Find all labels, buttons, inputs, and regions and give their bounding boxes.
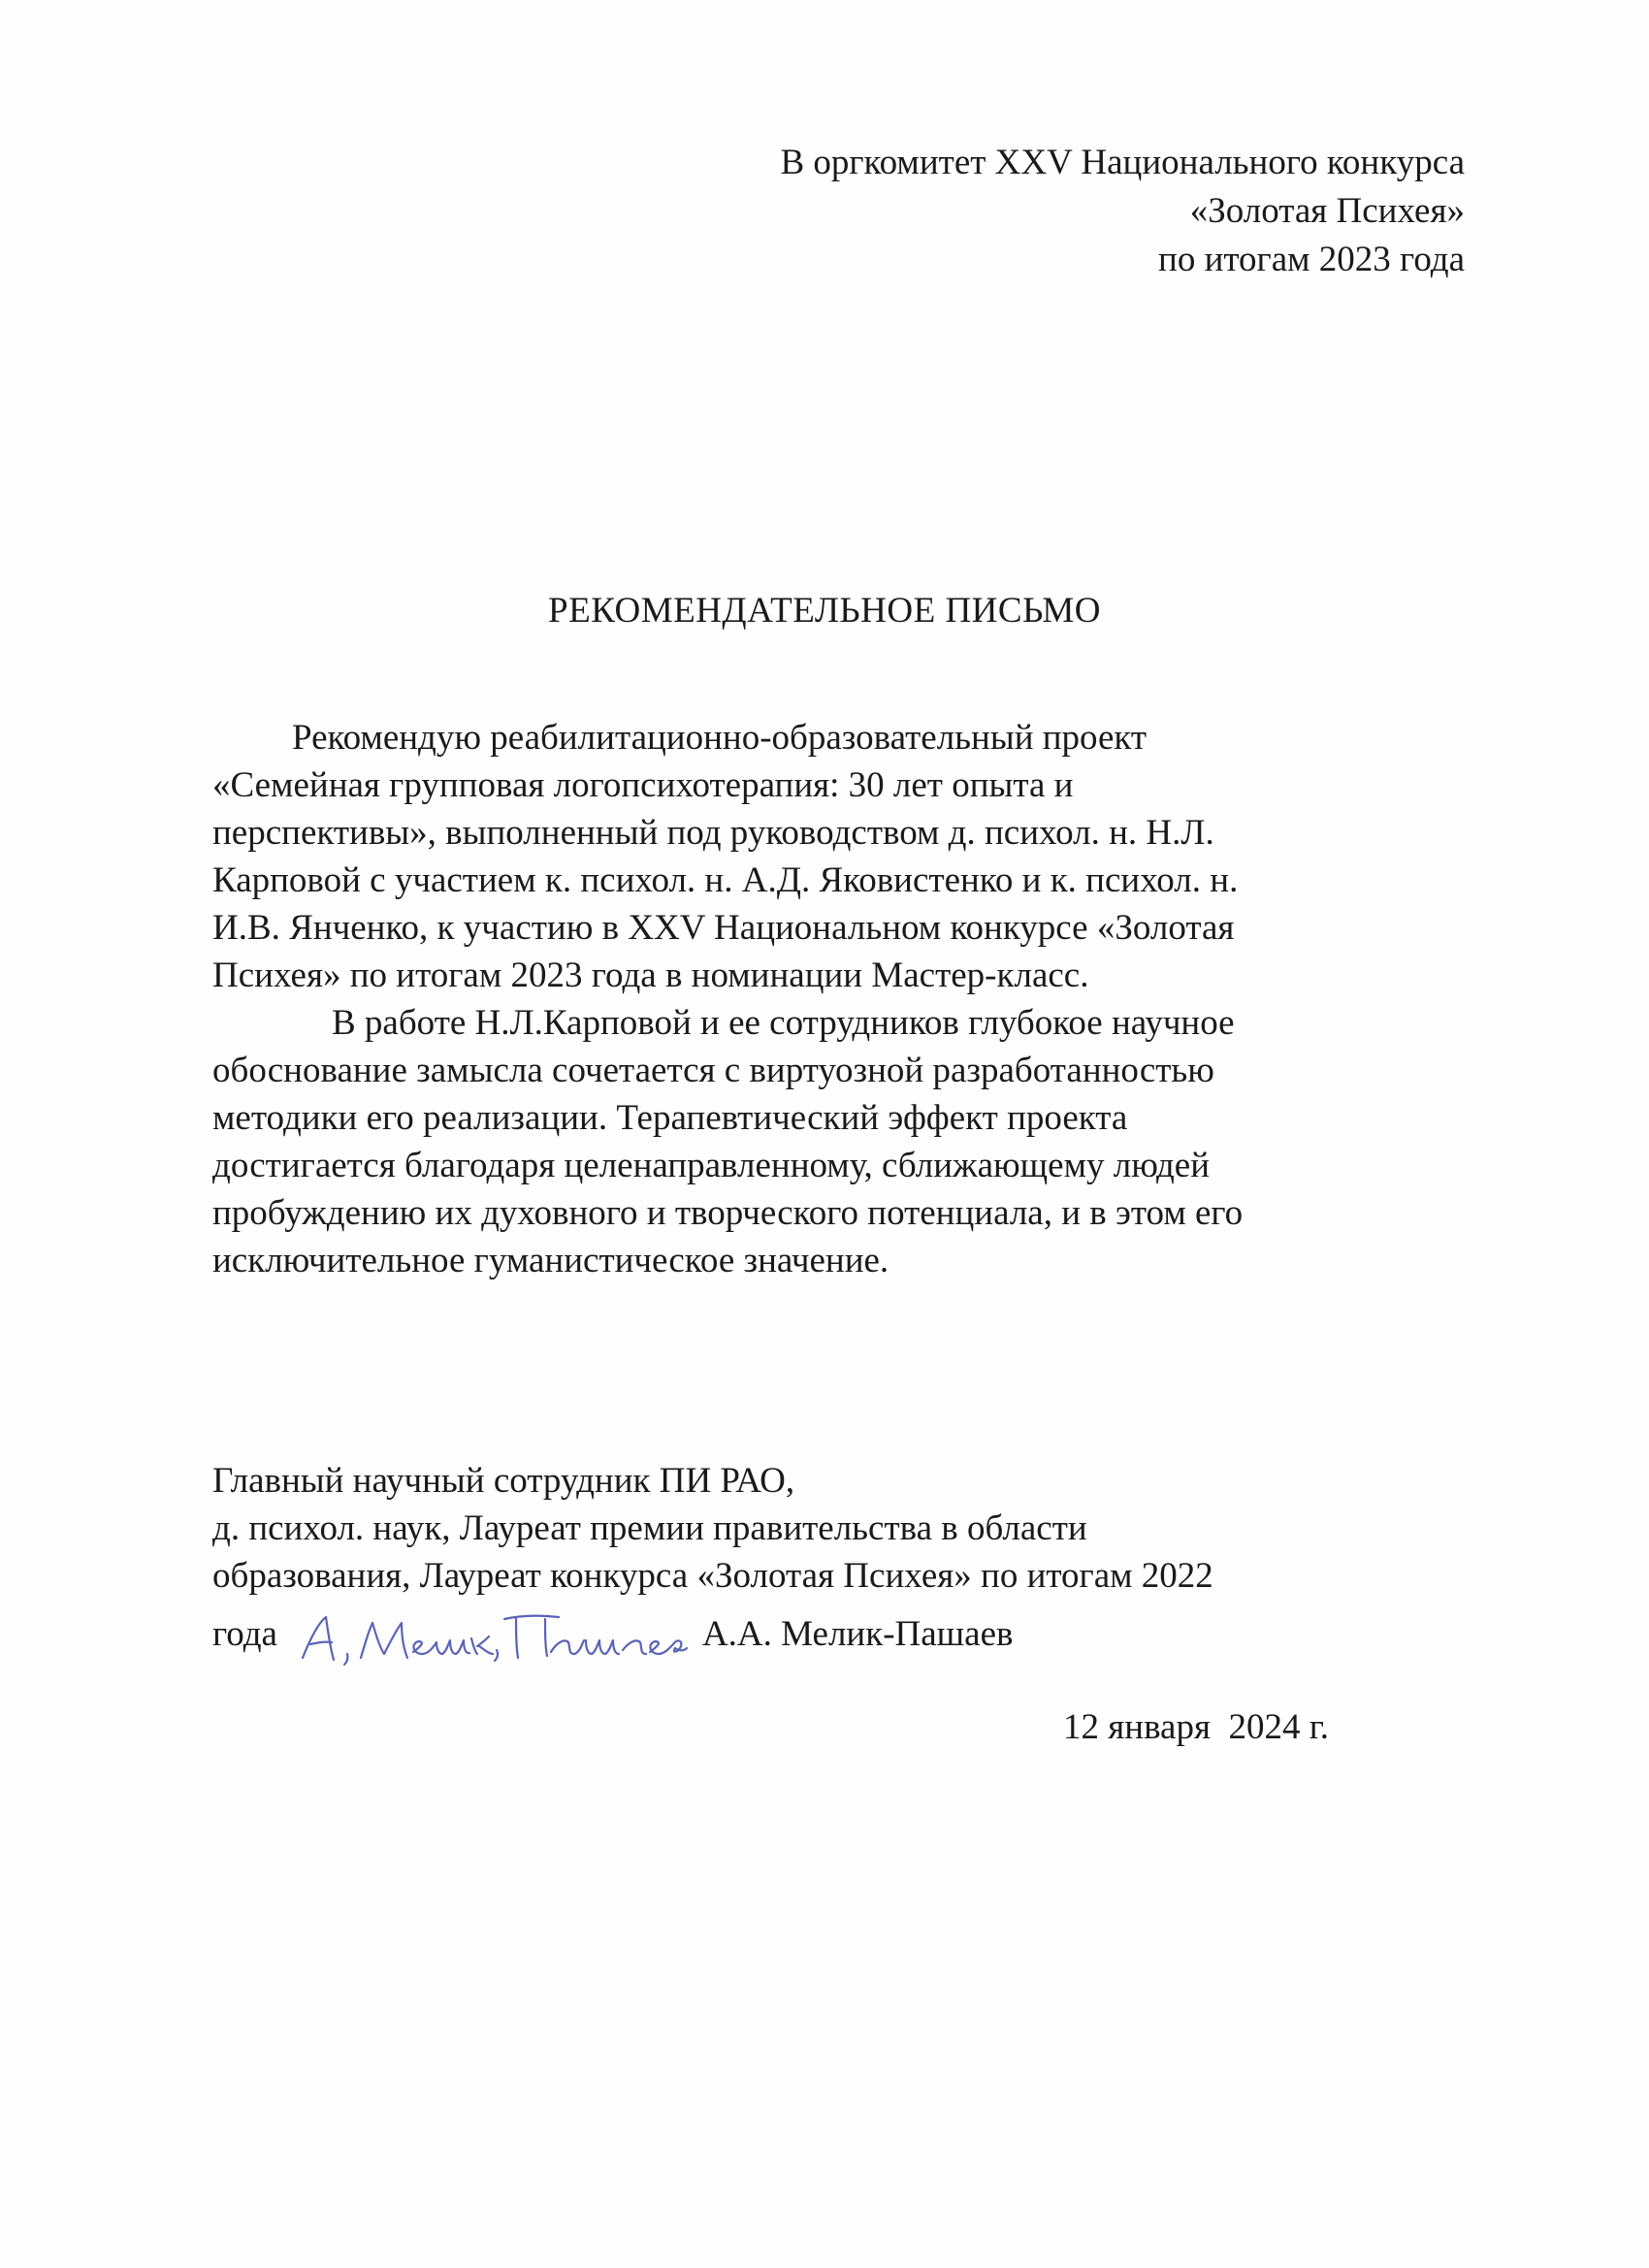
- addressee-line-3: по итогам 2023 года: [1158, 240, 1465, 279]
- signatory-awards: образования, Лауреат конкурса «Золотая Психея» по итогам 2022: [212, 1556, 1213, 1596]
- letter-date: 12 января 2024 г.: [1063, 1707, 1329, 1747]
- body-line: И.В. Янченко, к участию в XXV Национальном конкурсе «Золотая: [212, 908, 1235, 948]
- signature-block: [212, 1457, 1213, 1658]
- signatory-position: Главный научный сотрудник ПИ РАО,: [212, 1461, 795, 1501]
- body-line: достигается благодаря целенаправленному, сближающему людей: [212, 1146, 1211, 1185]
- body-line: «Семейная групповая логопсихотерапия: 30 лет опыта и: [212, 765, 1074, 805]
- body-line: обоснование замысла сочетается с виртуозной разработанностью: [212, 1051, 1214, 1090]
- signatory-name: А.А. Мелик-Пашаев: [701, 1614, 1014, 1654]
- body-line: пробуждению их духовного и творческого потенциала, и в этом его: [212, 1193, 1244, 1233]
- letter-title: РЕКОМЕНДАТЕЛЬНОЕ ПИСЬМО: [548, 591, 1101, 631]
- body-line: Карповой с участием к. психол. н. А.Д. Яковистенко и к. психол. н.: [212, 860, 1239, 900]
- signature-row: [212, 1600, 1213, 1658]
- handwritten-signature: [297, 1609, 691, 1668]
- body-line: Рекомендую реабилитационно-образовательный проект: [292, 718, 1148, 758]
- addressee-line-1: В оргкомитет XXV Национального конкурса: [780, 143, 1465, 182]
- addressee-block: [780, 139, 1465, 284]
- signatory-degree: д. психол. наук, Лауреат премии правительства в области: [212, 1508, 1087, 1548]
- body-line: Психея» по итогам 2023 года в номинации Мастер-класс.: [212, 956, 1089, 995]
- body-line: методики его реализации. Терапевтический эффект проекта: [212, 1098, 1128, 1138]
- body-line: перспективы», выполненный под руководством д. психол. н. Н.Л.: [212, 813, 1214, 853]
- signature-prefix: года: [212, 1614, 277, 1654]
- addressee-line-2: «Золотая Психея»: [1189, 191, 1465, 231]
- letter-body: [212, 714, 1464, 1284]
- body-line: исключительное гуманистическое значение.: [212, 1241, 889, 1280]
- body-line: В работе Н.Л.Карповой и ее сотрудников глубокое научное: [332, 1003, 1235, 1043]
